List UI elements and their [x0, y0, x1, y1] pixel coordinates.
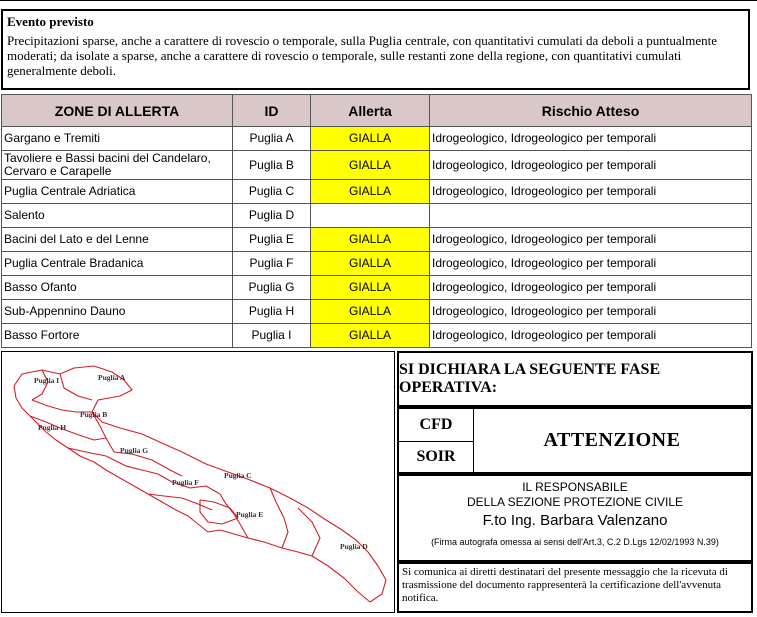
map-label-puglia-e: Puglia E — [236, 510, 264, 519]
responsabile-name: F.to Ing. Barbara Valenzano — [482, 512, 668, 529]
evento-previsto-box — [1, 9, 750, 90]
map-label-puglia-c: Puglia C — [224, 471, 252, 480]
responsabile-line1: IL RESPONSABILE — [522, 480, 628, 494]
zona-cell: Gargano e Tremiti — [2, 127, 233, 151]
allerta-cell: GIALLA — [311, 151, 430, 180]
map-outlines — [14, 366, 386, 602]
notifica-footer — [397, 562, 753, 613]
allerta-cell: GIALLA — [311, 228, 430, 252]
border-i-a — [32, 370, 48, 400]
id-cell: Puglia I — [233, 324, 311, 348]
table-header-row — [2, 95, 752, 127]
fase-title-text: SI DICHIARA LA SEGUENTE FASE OPERATIVA: — [399, 361, 661, 396]
table-row — [2, 324, 752, 348]
soir-label: SOIR — [416, 448, 456, 465]
table-row — [2, 127, 752, 151]
map-label-puglia-g: Puglia G — [120, 446, 149, 455]
allerta-cell — [311, 204, 430, 228]
puglia-zones-map — [1, 351, 395, 613]
zone-allerta-table — [1, 94, 752, 348]
firma-note: (Firma autografa omessa ai sensi dell'Art.3, C.2 D.Lgs 12/02/1993 N.39) — [431, 537, 719, 547]
rischio-cell: Idrogeologico, Idrogeologico per temporali — [430, 300, 752, 324]
rischio-cell: Idrogeologico, Idrogeologico per temporali — [430, 151, 752, 180]
border-a-b — [60, 374, 92, 400]
zona-cell: Bacini del Lato e del Lenne — [2, 228, 233, 252]
responsabile-line2: DELLA SEZIONE PROTEZIONE CIVILE — [466, 495, 684, 509]
allerta-cell: GIALLA — [311, 276, 430, 300]
footer-text: Si comunica ai diretti destinatari del presente messaggio che la ricevuta di trasmissione del documento rappresenterà la certificazione dell'avvenuta notifica. — [402, 566, 728, 604]
map-label-puglia-b: Puglia B — [80, 410, 108, 419]
map-svg — [2, 352, 394, 612]
header-zone: ZONE DI ALLERTA — [2, 95, 233, 127]
rischio-cell: Idrogeologico, Idrogeologico per temporali — [430, 252, 752, 276]
zona-cell: Puglia Centrale Bradanica — [2, 252, 233, 276]
border-f-e — [148, 494, 212, 510]
map-label-puglia-i: Puglia I — [34, 376, 60, 385]
map-label-puglia-d: Puglia D — [340, 542, 368, 551]
rischio-cell: Idrogeologico, Idrogeologico per temporali — [430, 127, 752, 151]
fase-operativa-title — [397, 351, 753, 407]
map-label-puglia-h: Puglia H — [38, 423, 67, 432]
id-cell: Puglia B — [233, 151, 311, 180]
table-row — [2, 252, 752, 276]
id-cell: Puglia F — [233, 252, 311, 276]
table-row — [2, 228, 752, 252]
fase-operativa-level-box — [397, 407, 753, 474]
table-row — [2, 300, 752, 324]
id-cell: Puglia H — [233, 300, 311, 324]
map-label-puglia-a: Puglia A — [98, 373, 126, 382]
border-c-d — [270, 488, 288, 548]
rischio-cell — [430, 204, 752, 228]
zona-cell: Basso Ofanto — [2, 276, 233, 300]
header-id: ID — [233, 95, 311, 127]
table-row — [2, 276, 752, 300]
responsabile-box — [397, 474, 753, 562]
region-outline — [14, 366, 386, 602]
zona-cell: Puglia Centrale Adriatica — [2, 180, 233, 204]
header-rischio: Rischio Atteso — [430, 95, 752, 127]
id-cell: Puglia A — [233, 127, 311, 151]
header-allerta: Allerta — [311, 95, 430, 127]
table-row — [2, 204, 752, 228]
zona-cell: Salento — [2, 204, 233, 228]
table-row — [2, 151, 752, 180]
border-d-inner — [298, 508, 320, 556]
rischio-cell: Idrogeologico, Idrogeologico per temporali — [430, 180, 752, 204]
top-rule — [0, 0, 757, 2]
zona-cell: Tavoliere e Bassi bacini del Candelaro, Cervaro e Carapelle — [2, 151, 233, 180]
id-cell: Puglia E — [233, 228, 311, 252]
fase-level: ATTENZIONE — [543, 429, 681, 451]
map-label-puglia-f: Puglia F — [172, 478, 199, 487]
zona-cell: Sub-Appennino Dauno — [2, 300, 233, 324]
evento-text: Precipitazioni sparse, anche a carattere di rovescio o temporale, sulla Puglia centrale, con quantitativi cumulati da deboli a puntualmente moderati; da isolate a sparse, anche a carattere di rovescio o temporale, sulle restanti zone della regione, con quantitativi cumulati generalmente deboli. — [7, 33, 718, 78]
id-cell: Puglia C — [233, 180, 311, 204]
cfd-label: CFD — [399, 409, 473, 442]
allerta-cell: GIALLA — [311, 300, 430, 324]
rischio-cell: Idrogeologico, Idrogeologico per temporali — [430, 324, 752, 348]
border-g-c — [114, 452, 182, 476]
allerta-cell: GIALLA — [311, 324, 430, 348]
allerta-cell: GIALLA — [311, 180, 430, 204]
id-cell: Puglia G — [233, 276, 311, 300]
evento-heading: Evento previsto — [7, 14, 94, 29]
id-cell: Puglia D — [233, 204, 311, 228]
allerta-cell: GIALLA — [311, 252, 430, 276]
rischio-cell: Idrogeologico, Idrogeologico per temporali — [430, 228, 752, 252]
zona-cell: Basso Fortore — [2, 324, 233, 348]
allerta-cell: GIALLA — [311, 127, 430, 151]
rischio-cell: Idrogeologico, Idrogeologico per temporali — [430, 276, 752, 300]
table-row — [2, 180, 752, 204]
